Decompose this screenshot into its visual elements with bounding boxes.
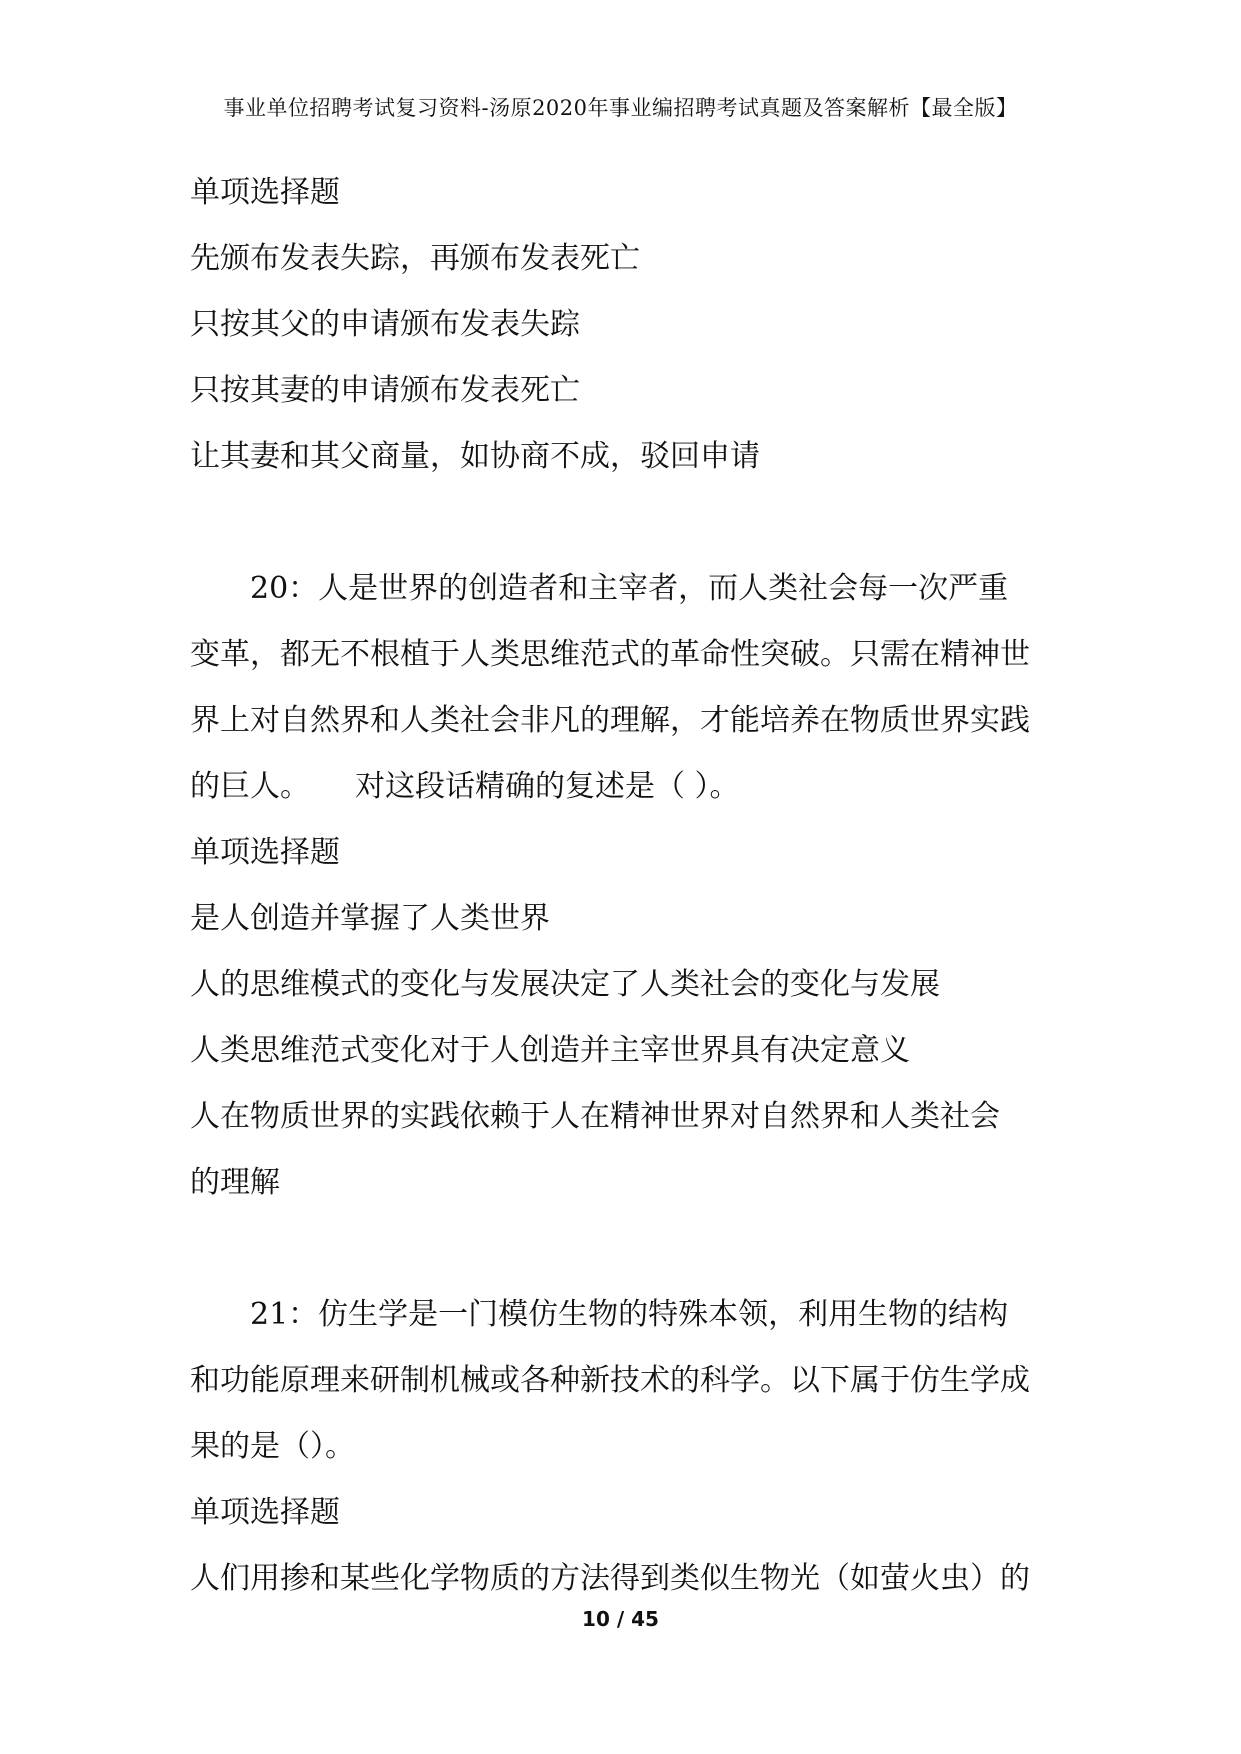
page-header: 事业单位招聘考试复习资料-汤原2020年事业编招聘考试真题及答案解析【最全版】 [223,96,1018,120]
question-stem: 变革，都无不根植于人类思维范式的革命性突破。只需在精神世 [190,637,1030,672]
option-b: 人的思维模式的变化与发展决定了人类社会的变化与发展 [190,967,940,1002]
question-type-label: 单项选择题 [190,1495,340,1530]
question-stem: 界上对自然界和人类社会非凡的理解，才能培养在物质世界实践 [190,703,1030,738]
option-a: 人们用掺和某些化学物质的方法得到类似生物光（如萤火虫）的 [190,1561,1030,1596]
question-type-label: 单项选择题 [190,175,340,210]
question-stem: 20：人是世界的创造者和主宰者，而人类社会每一次严重 [250,571,1009,606]
option-a: 先颁布发表失踪，再颁布发表死亡 [190,241,640,276]
question-type-label: 单项选择题 [190,835,340,870]
spacer [190,1216,1060,1282]
option-c: 人类思维范式变化对于人创造并主宰世界具有决定意义 [190,1033,910,1068]
question-stem: 果的是（）。 [190,1429,355,1464]
question-stem: 和功能原理来研制机械或各种新技术的科学。以下属于仿生学成 [190,1363,1030,1398]
option-d: 人在物质世界的实践依赖于人在精神世界对自然界和人类社会 [190,1099,1000,1134]
question-stem: 的巨人。 对这段话精确的复述是（ ）。 [190,769,740,804]
question-stem: 21：仿生学是一门模仿生物的特殊本领，利用生物的结构 [250,1297,1009,1332]
option-b: 只按其父的申请颁布发表失踪 [190,307,580,342]
option-d: 让其妻和其父商量，如协商不成，驳回申请 [190,439,760,474]
option-d-continued: 的理解 [190,1165,280,1200]
page-number: 10 / 45 [582,1607,659,1631]
spacer [190,490,1060,556]
option-a: 是人创造并掌握了人类世界 [190,901,550,936]
option-c: 只按其妻的申请颁布发表死亡 [190,373,580,408]
page-content [190,160,1060,1612]
